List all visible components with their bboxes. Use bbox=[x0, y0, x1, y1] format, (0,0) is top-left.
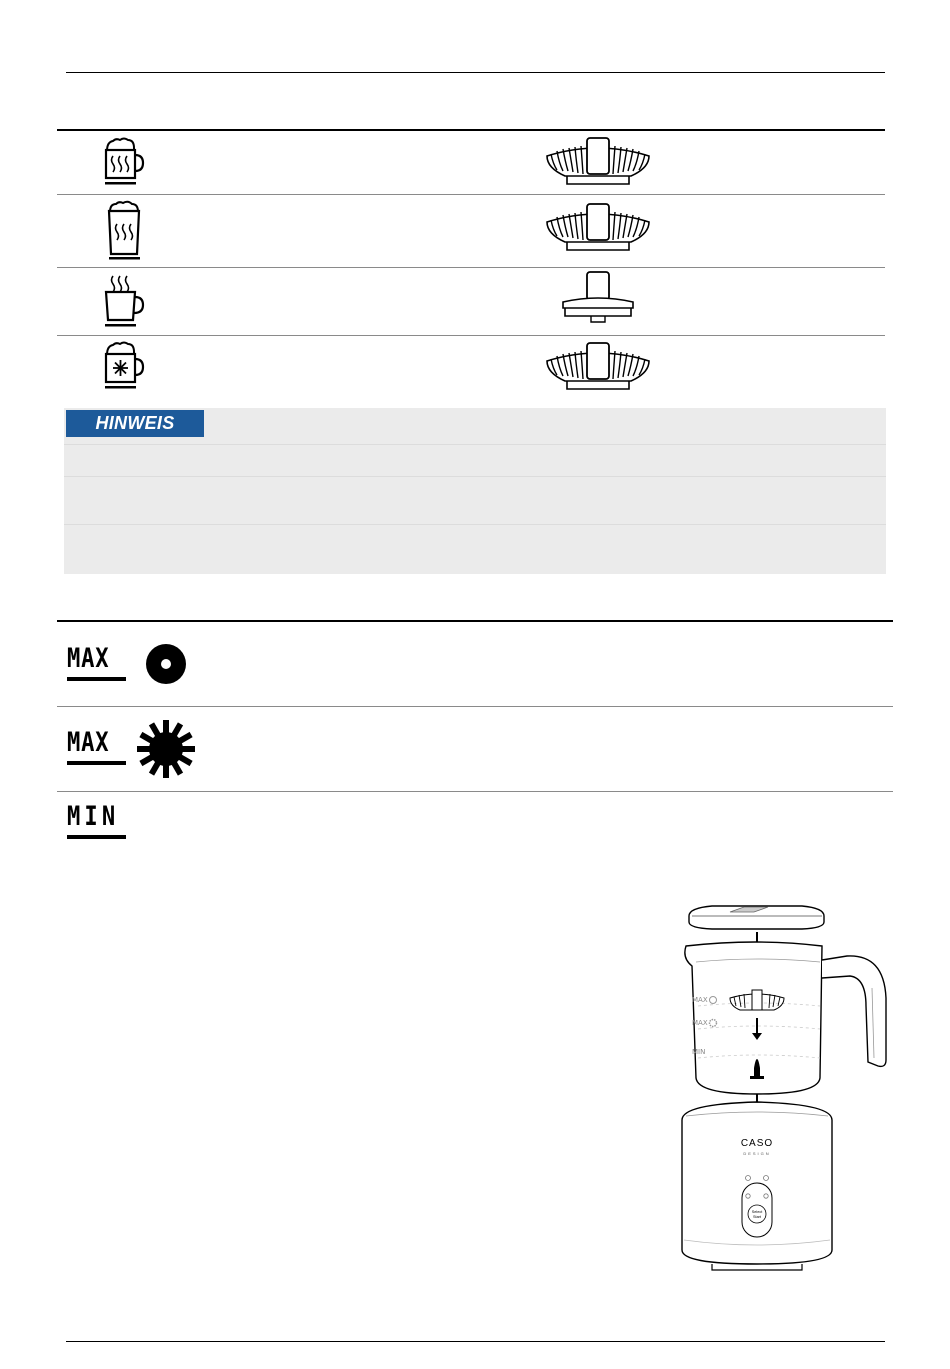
whisk-large-icon bbox=[545, 202, 651, 254]
jug-mark: MIN bbox=[692, 1048, 706, 1056]
jug-mark: MAX bbox=[692, 1019, 708, 1027]
notice-separator bbox=[64, 476, 886, 477]
select-label: Select bbox=[751, 1210, 763, 1214]
whisk-large-icon bbox=[545, 341, 651, 393]
milk-frother-illustration bbox=[672, 898, 892, 1276]
table-row-divider bbox=[57, 194, 885, 195]
min-underline bbox=[67, 835, 126, 839]
max-underline bbox=[67, 761, 126, 765]
notice-separator bbox=[64, 444, 886, 445]
max-underline bbox=[67, 677, 126, 681]
table-top-rule bbox=[57, 129, 885, 131]
cold-froth-icon bbox=[98, 340, 148, 392]
max-label: MAX bbox=[67, 643, 110, 674]
min-label: MIN bbox=[67, 801, 120, 832]
whisk-large-icon bbox=[545, 136, 651, 188]
levels-top-rule bbox=[57, 620, 893, 622]
levels-row-divider bbox=[57, 791, 893, 792]
header-rule bbox=[66, 72, 885, 73]
start-label: Start bbox=[752, 1215, 762, 1219]
footer-rule bbox=[66, 1341, 885, 1342]
levels-row-divider bbox=[57, 706, 893, 707]
jug-mark: MAX bbox=[692, 996, 708, 1004]
notice-label: HINWEIS bbox=[66, 410, 204, 437]
brand-text: CASO bbox=[740, 1138, 774, 1149]
latte-icon bbox=[104, 200, 144, 262]
stirring-paddle-icon bbox=[559, 270, 637, 326]
circle-icon bbox=[145, 643, 187, 685]
sub-brand-text: DESIGN bbox=[743, 1151, 771, 1156]
table-row-divider bbox=[57, 267, 885, 268]
notice-separator bbox=[64, 524, 886, 525]
hot-drink-icon bbox=[98, 272, 148, 330]
table-row-divider bbox=[57, 335, 885, 336]
cappuccino-icon bbox=[98, 136, 148, 188]
gear-icon bbox=[136, 719, 196, 779]
max-label: MAX bbox=[67, 727, 110, 758]
